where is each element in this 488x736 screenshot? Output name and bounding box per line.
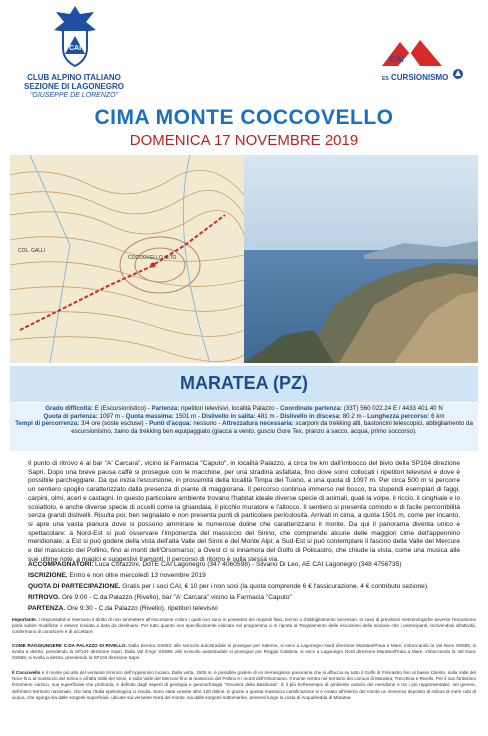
directions-label: COME RAGGIUNGERE C.DA PALAZZO DI RIVELLO. (12, 643, 127, 648)
length-label: Lunghezza percorso: (367, 412, 430, 420)
duration-label: Tempi di percorrenza: (15, 420, 80, 428)
duration-value: 3/4 ore (soste escluse) (81, 420, 144, 428)
start-altitude-label: Quota di partenza: (43, 412, 98, 420)
coord-value: (33T) 560 022.24 E / 4433 401.40 N (343, 405, 443, 412)
info-meeting-label: RITROVO. (28, 594, 60, 601)
trek-info-box: Grado difficoltà: E (Escursionistico) - Partenza: ripetitori televisivi, località Palazzo - Coordinate partenza: (33T) 560 022.24 E / 4433 401.40 N Quota di partenza: 1097 m - Quota massima: 1501 m - Dislivello in salita: 481 m - Dislivello in discesa: 80.2 m - Lunghezza percorso: 6 km Tempi di percorrenza: 3/4 ore (soste escluse) - Punti d'acqua: nessuno - Attrezzatura necessaria: scarponi da trekking alti, bastoncini telescopici, abbigliamento da escursionismo, zaino da trekking ben equipaggiato (giacca a vento, guscio Gore Tex, pranzo a sacco, acqua, primo soccorso). (10, 403, 478, 451)
descent-value: 80.2 m (342, 412, 362, 420)
notes-label: Importante. (12, 617, 38, 622)
equipment-value: scarponi da trekking alti, bastoncini telescopici, abbigliamento da escursionismo, zaino da trekking ben equipaggiato (giacca a vento, guscio Gore Tex, pranzo a sacco, acqua, primo soccorso). (71, 420, 473, 435)
section-dedication: "GIUSEPPE DE LORENZO" (29, 92, 119, 99)
equipment-label: Attrezzatura necessaria: (222, 420, 294, 428)
difficulty-label: Grado difficoltà: (45, 405, 93, 412)
info-fee-label: QUOTA DI PARTECIPAZIONE. (28, 583, 121, 590)
water-value: nessuno (193, 420, 217, 428)
info-departure (28, 605, 460, 613)
escursionismo-logo (376, 36, 468, 88)
max-altitude-value: 1501 m (175, 412, 197, 420)
section-name: SEZIONE DI LAGONEGRO (23, 82, 124, 91)
cai-emblem-logo (50, 4, 100, 70)
start-label: Partenza: (151, 405, 180, 412)
directions-text: Dalla Sinnica SS653: allo svincolo autostradale si prosegue per Salerno, si esce a Lagonegro Nord direzione Maratea/Praia a Mare, imboccando la Val Noce SS585; si svolta a destra, prendendo la SP104 direzione Sapri. Dalla Val d'Agri SS598: allo svincolo autostradale si prosegue per Reggio Calabria, si esce a Lagonegro Nord direzione Maratea/Praia a Mare, imboccando la Val Noce SS585; si svolta a destra, prendendo la SP104 direzione Sapri. (12, 643, 476, 661)
difficulty-value: E (Escursionistico) (94, 405, 146, 412)
esc-logo-word: CURSIONISMO (391, 73, 449, 82)
route-description: Il punto di ritrovo è al bar "A' Carcara", vicino la Farmacia "Caputo", in località Palazzo, a circa tre km dall'imbocco del bivio della SP104 direzione Sapri. Dopo una breve pausa caffè si prosegue con le macchine, per una stradina asfaltata, fino dove sono collocati i ripetitori televisivi e dove è possibile parcheggiare. Da qui inizia l'escursione, in prossimità della località Timpa del Tuono, a una quota di 1097 m. Per circa 500 m si percorre un sentiero spoglio caratterizzato dalla presenza di piante di maggiorana. Il percorso continua immerso nel bosco, tra stupendi esemplari di faggi, carpini, olmi, aceri e castagni. In questo particolare ambiente trovano l'habitat ideale diverse specie di animali, quali la volpe, il riccio, il cinghiale e lo scoiattolo, e anche diverse specie di uccelli come la ghiandaia, il picchio muratore e l'allocco. Il sentiero si presenta comodo e di facile percorribilità senza grandi dislivelli. Risulta poi, ben segnalato e non presenta punti di particolare pericolosità. Arrivati in cima, a quota 1501 m, come per incanto, si apre una vasta pianura dove si possono ammirare le numerose doline che caratterizzano il monte. Da qui il panorama diventa unico e spettacolare: a Nord-Est si può osservare l'imponenza del massiccio del Sirino, che comprende alcune delle maggiori cime dell'appennino meridionale; a Est si può godere della vista dell'alta Valle del Sinni e del Monte Alpi; a Sud-Est si può contemplare il fascino della Valle del Mercure e del massiccio del Pollino, fino ai monti dell'Orsomarso; a Ovest ci si innamora del Golfo di Policastro, che chiude la vista, come una musica alle sue ultime note, a magici e suggestivi tramonti. Il percorso di ritorno è sulla stessa via. (28, 460, 460, 563)
page-title: CIMA MONTE COCCOVELLO (94, 106, 394, 129)
info-departure-label: PARTENZA. (28, 605, 66, 612)
directions-notes (12, 643, 476, 662)
info-meeting-text: Ore 9:00 - C.da Palazzo (Rivello), bar "A' Carcara" vicino la Farmacia "Caputo" (61, 594, 292, 601)
info-registration-text: Entro e non oltre mercoledì 13 novembre 2019 (69, 572, 206, 579)
cai-emblem-letters: CAI (68, 45, 82, 52)
mountain-about (12, 670, 476, 701)
info-guides-text: Luca Corazzini, DdTE CAI Lagonegro (347 4060598) - Silvano Di Leo, AE CAI Lagonegro (348 4756735) (95, 561, 402, 568)
descent-label: Dislivello in discesa: (280, 412, 341, 420)
water-label: Punti d'acqua: (149, 420, 192, 428)
coord-label: Coordinate partenza: (280, 405, 342, 412)
info-departure-text: Ore 9:30 - C.da Palazzo (Rivello), ripetitori televisivi (67, 605, 218, 612)
topographic-map-image (10, 155, 244, 363)
start-value: ripetitori televisivi, località Palazzo (181, 405, 275, 412)
info-guides-label: ACCOMPAGNATORI. (28, 561, 94, 568)
about-text: è il monte più alto del versante tirrenico dell'Appennino lucano. Dalla vetta, 1505 m, è possibile godere di un meraviglioso panorama che si affaccia su tutto il Golfo di Policastro fino al basso Cilento, sulla Valle del Noce fino al massiccio del Sirino e all'alta Valle del Sinni, e sulla Valle del Mercure fino al massiccio del Pollino e i monti dell'Orsomarso. Il monte rientra nel territorio dei comuni di Maratea, Trecchina e Rivello. Per il suo fortissimo fenomeno carsico, sua superficiale che profonda, è definito dagli esperti di geologia e geomorfologia "Gruviera della Basilicata". È il più bell'esempio di ambiente carsico del meridione e tra i più rappresentativi, nel genere, dell'intero territorio nazionale, che tutta l'Italia speleologica ci invidia. Sono state censite oltre 120 doline. E grazie a questa massiccia carsificazione si è creato all'interno del monte un immenso deposito di milioni di metri cubi di acqua, che sgorga sia dalle sorgenti superficiali, ubicate sui versante Nord del monte, sia dalle sorgenti sottomarine, presenti lungo la costa di Acquafredda di Maratea. (12, 670, 476, 700)
landscape-photo-drawing (244, 155, 478, 363)
ascent-value: 481 m (257, 412, 275, 420)
map-label-left: COL. GALLI (18, 248, 46, 254)
info-guides (28, 561, 460, 569)
esc-logo-prefix: ES (382, 76, 389, 82)
info-fee-text: Gratis per i soci CAI, € 10 per i non soci (la quota comprende 6 € l'assicurazione, 4 € contributo sezione). (122, 583, 429, 590)
length-value: 6 km (431, 412, 445, 420)
location-band (10, 366, 478, 402)
max-altitude-label: Quota massima: (125, 412, 174, 420)
landscape-photo (244, 155, 478, 363)
important-notes (12, 617, 476, 636)
topographic-map-drawing (10, 155, 244, 363)
map-label-peak: COCCOVELLO ALTO (128, 255, 177, 261)
event-date: DOMENICA 17 NOVEMBRE 2019 (129, 132, 359, 149)
location-title: MARATEA (PZ) (180, 373, 308, 393)
info-fee (28, 583, 460, 591)
esc-logo-cai: CAI (390, 55, 404, 64)
start-altitude-value: 1097 m (99, 412, 121, 420)
info-registration-label: ISCRIZIONE. (28, 572, 68, 579)
about-label: Il Coccovello (12, 670, 41, 675)
club-name: CLUB ALPINO ITALIANO (27, 73, 121, 82)
notes-text: I responsabili si riservano il diritto di non ammettere all'escursione coloro i quali non sono in possesso dei requisiti fisici, tecnici o d'abbigliamento necessari. In caso di previsioni meteorologiche avverse l'escursione potrà subire modifiche o essere rinviata a data da destinarsi. Per tutto quanto non specificamente indicato nel programma ci si riporta al Regolamento delle escursioni della sezione che i partecipanti, iscrivendosi all'attività, confermano di conoscere e di accettare. (12, 617, 476, 635)
ascent-label: Dislivello in salita: (201, 412, 256, 420)
info-registration (28, 572, 460, 580)
info-meeting (28, 594, 460, 602)
